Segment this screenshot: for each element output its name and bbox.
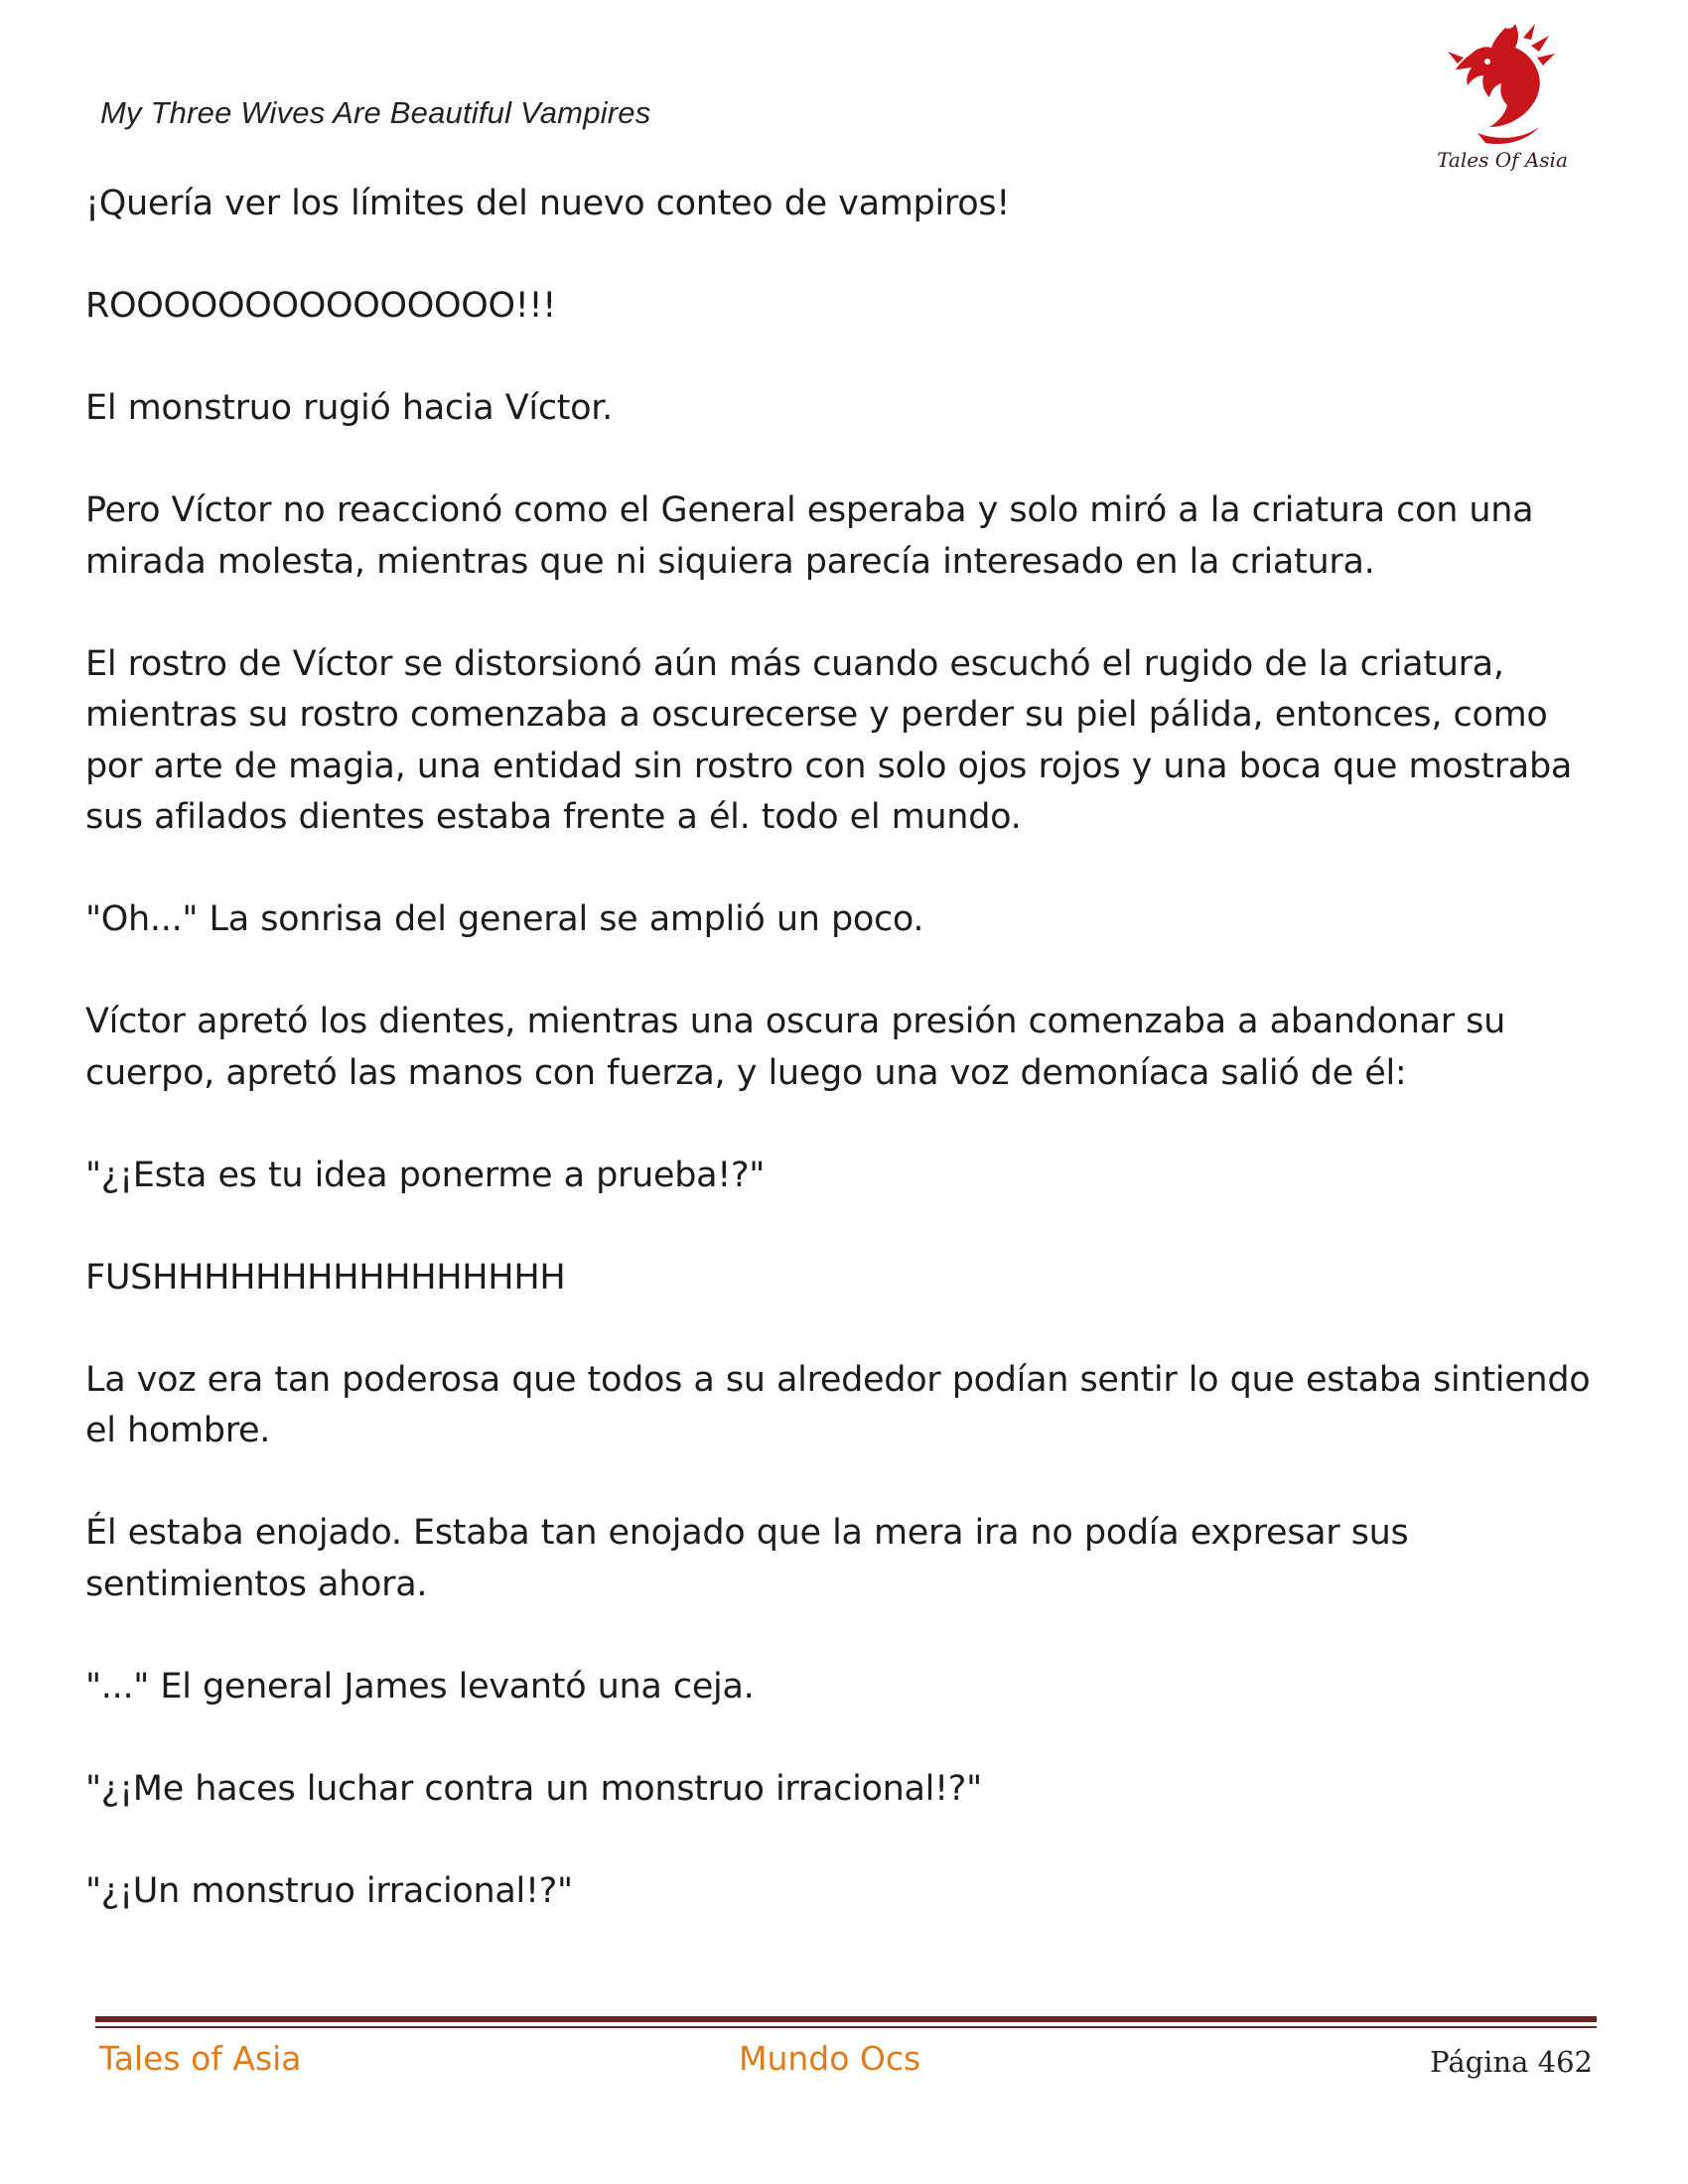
- paragraph: "¿¡Me haces luchar contra un monstruo irracional!?": [85, 1768, 982, 1809]
- footer-publisher: Tales of Asia: [99, 2039, 302, 2078]
- footer-rule-thin: [95, 2026, 1597, 2028]
- page-number: Página 462: [1430, 2045, 1593, 2079]
- paragraph: "¿¡Esta es tu idea ponerme a prueba!?": [85, 1155, 766, 1195]
- logo-caption: Tales Of Asia: [1437, 148, 1568, 172]
- paragraph: El monstruo rugió hacia Víctor.: [85, 388, 613, 428]
- tales-of-asia-logo: [1428, 18, 1577, 182]
- paragraph: El rostro de Víctor se distorsionó aún más cuando escuchó el rugido de la criatura, mientras su rostro comenzaba a oscurecerse y perder su piel pálida, entonces, como por arte de magia, una entidad sin rostro con solo ojos rojos y una boca que mostraba sus afilados dientes estaba frente a él. todo el mundo.: [85, 643, 1573, 837]
- footer-site: Mundo Ocs: [739, 2039, 921, 2078]
- book-title: My Three Wives Are Beautiful Vampires: [100, 95, 651, 130]
- paragraph: "..." El general James levantó una ceja.: [85, 1666, 755, 1706]
- footer-rule: [95, 2016, 1597, 2022]
- paragraph: ¡Quería ver los límites del nuevo conteo de vampiros!: [85, 184, 1010, 223]
- paragraph: "¿¡Un monstruo irracional!?": [85, 1870, 573, 1911]
- dragon-logo-icon: [1428, 18, 1577, 152]
- paragraph: Pero Víctor no reaccionó como el General esperaba y solo miró a la criatura con una mirada molesta, mientras que ni siquiera parecía interesado en la criatura.: [85, 490, 1534, 582]
- paragraph: FUSHHHHHHHHHHHHHHHH: [85, 1257, 566, 1297]
- paragraph: Él estaba enojado. Estaba tan enojado que la mera ira no podía expresar sus sentimientos ahora.: [85, 1513, 1409, 1604]
- chapter-body: [85, 179, 1615, 1969]
- paragraph: ROOOOOOOOOOOOOOO!!!: [85, 286, 556, 326]
- paragraph: "Oh..." La sonrisa del general se amplió un poco.: [85, 899, 924, 939]
- paragraph: La voz era tan poderosa que todos a su alrededor podían sentir lo que estaba sintiendo el hombre.: [85, 1359, 1591, 1450]
- paragraph: Víctor apretó los dientes, mientras una oscura presión comenzaba a abandonar su cuerpo, apretó las manos con fuerza, y luego una voz demoníaca salió de él:: [85, 1002, 1505, 1093]
